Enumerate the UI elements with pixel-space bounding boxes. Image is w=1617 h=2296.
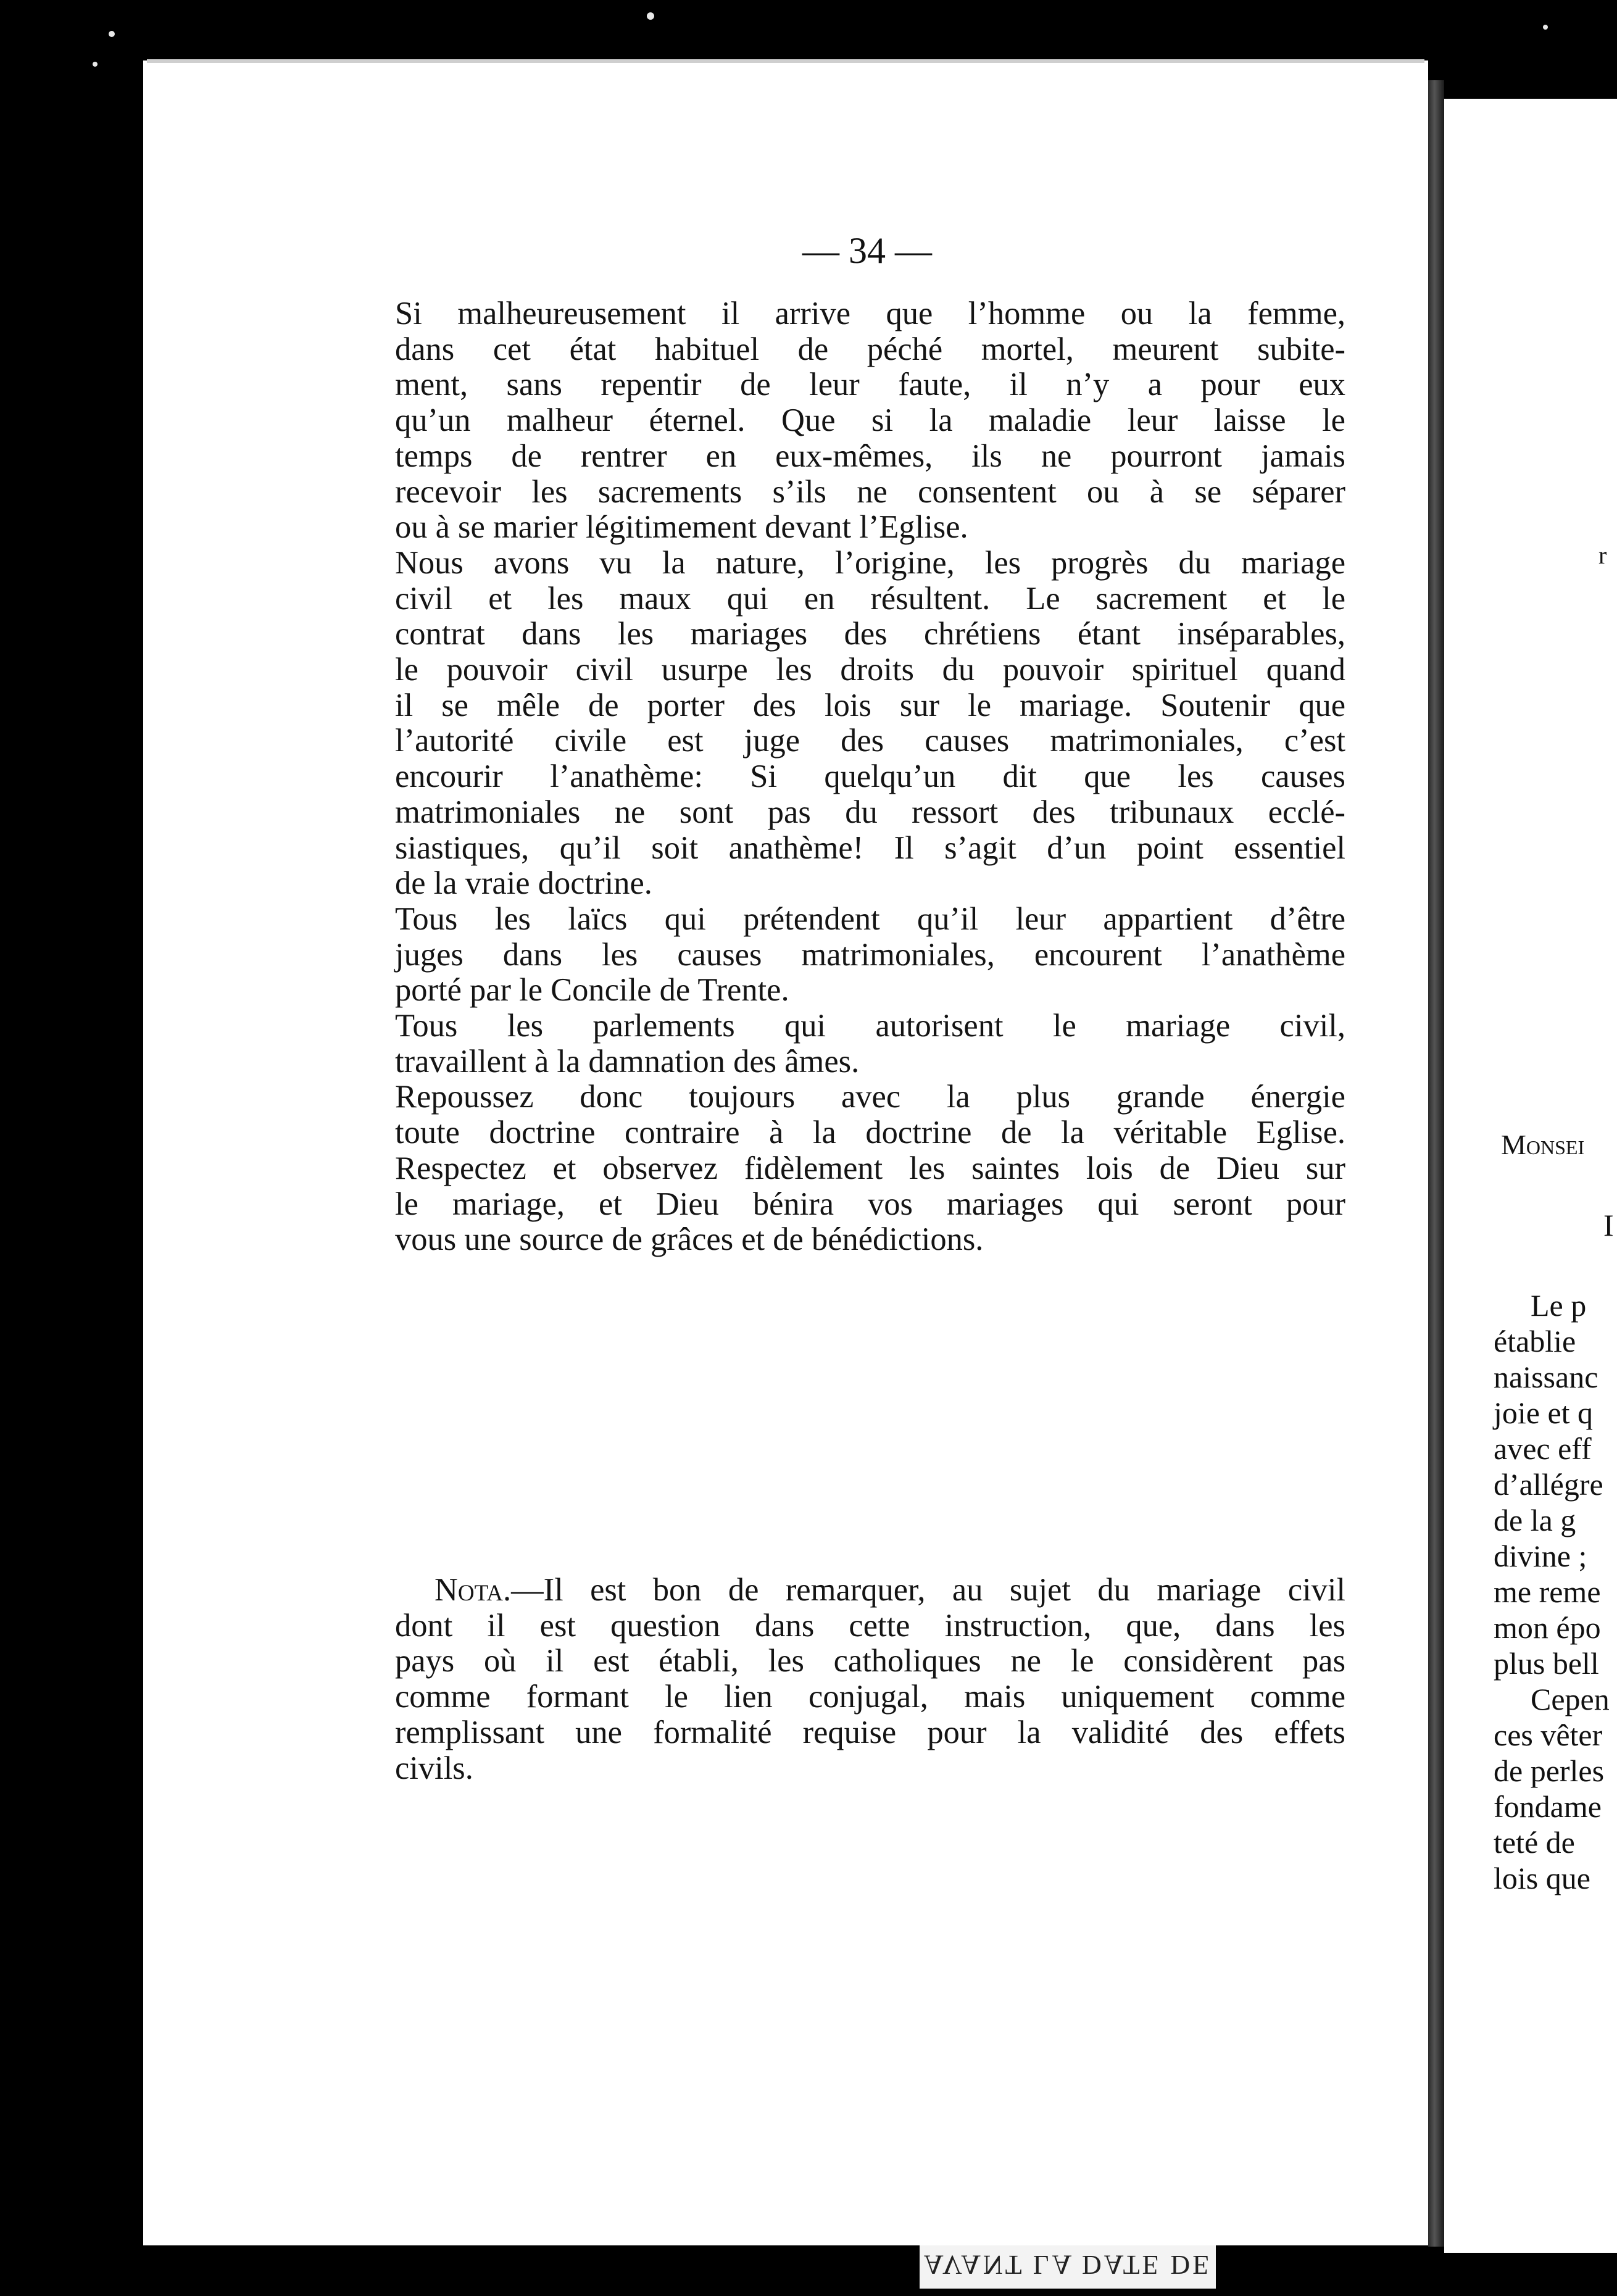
text-line: travaillent à la damnation des âmes.: [395, 1043, 860, 1079]
left-page-top-edge: [147, 59, 1424, 63]
right-page-line: avec eff: [1494, 1431, 1592, 1466]
text-line: de la vraie doctrine.: [395, 865, 652, 902]
text-line: Tous les laïcs qui prétendent qu’il leur appartient d’être: [395, 901, 1345, 937]
text-line: siastiques, qu’il soit anathème! Il s’agit d’un point essentiel: [395, 830, 1345, 866]
text-line: le pouvoir civil usurpe les droits du pouvoir spirituel quand: [395, 652, 1345, 688]
text-line: temps de rentrer en eux-mêmes, ils ne pourront jamais: [395, 438, 1345, 474]
text-line: ment, sans repentir de leur faute, il n’y a pour eux: [395, 367, 1345, 403]
right-page-line: ces vêter: [1494, 1718, 1603, 1752]
right-page-line: joie et q: [1494, 1395, 1594, 1430]
right-page: [1444, 99, 1617, 2253]
text-line: Respectez et observez fidèlement les saintes lois de Dieu sur: [395, 1150, 1345, 1186]
text-line: le mariage, et Dieu bénira vos mariages qui seront pour: [395, 1186, 1345, 1222]
scan-speck: [109, 31, 115, 37]
text-line: civil et les maux qui en résultent. Le sacrement et le: [395, 580, 1345, 617]
book-gutter: [1428, 80, 1444, 2247]
right-page-line: naissanc: [1494, 1360, 1598, 1394]
nota-label: Nota.: [434, 1572, 512, 1608]
right-page-line: Le p: [1531, 1288, 1587, 1323]
text-line: porté par le Concile de Trente.: [395, 972, 789, 1009]
text-line: contrat dans les mariages des chrétiens étant inséparables,: [395, 616, 1345, 652]
text-line: dans cet état habituel de péché mortel, meurent subite-: [395, 331, 1345, 367]
right-page-line: divine ;: [1494, 1539, 1587, 1573]
text-line: recevoir les sacrements s’ils ne consentent ou à se séparer: [395, 473, 1345, 510]
scan-speck: [1543, 25, 1548, 30]
nota-line: remplissant une formalité requise pour la validité des effets: [395, 1714, 1345, 1750]
right-page-line: Monsei: [1501, 1129, 1585, 1160]
text-line: juges dans les causes matrimoniales, encourent l’anathème: [395, 936, 1345, 973]
nota-line: comme formant le lien conjugal, mais uniquement comme: [395, 1679, 1345, 1715]
main-text: [395, 296, 1345, 1258]
scan-speck: [93, 62, 98, 67]
text-line: l’autorité civile est juge des causes matrimoniales, c’est: [395, 723, 1345, 759]
right-page-line: r: [1598, 541, 1607, 569]
text-line: il se mêle de porter des lois sur le mariage. Soutenir que: [395, 687, 1345, 723]
scan-speck: [647, 12, 654, 20]
right-page-line: teté de: [1494, 1825, 1575, 1860]
text-line: qu’un malheur éternel. Que si la maladie leur laisse le: [395, 402, 1345, 439]
right-page-line: d’allégre: [1494, 1467, 1603, 1502]
text-line: Repoussez donc toujours avec la plus grande énergie: [395, 1079, 1345, 1115]
right-page-line: me reme: [1494, 1574, 1601, 1609]
right-page-line: lois que: [1494, 1861, 1590, 1895]
nota-line: dont il est question dans cette instruction, que, dans les: [395, 1607, 1345, 1644]
page-number: — 34 —: [802, 230, 932, 271]
right-page-line: mon épo: [1494, 1610, 1601, 1645]
nota-line: civils.: [395, 1750, 473, 1786]
right-page-line: Cepen: [1531, 1682, 1610, 1716]
text-line: ou à se marier légitimement devant l’Eglise.: [395, 509, 968, 546]
right-page-line: plus bell: [1494, 1646, 1599, 1681]
right-page-line: de la g: [1494, 1503, 1576, 1537]
nota-line: pays où il est établi, les catholiques ne le considèrent pas: [395, 1643, 1345, 1679]
text-line: Si malheureusement il arrive que l’homme ou la femme,: [395, 296, 1345, 331]
right-page-line: de perles: [1494, 1753, 1605, 1788]
text-line: toute doctrine contraire à la doctrine de la véritable Eglise.: [395, 1115, 1345, 1151]
right-page-line: fondame: [1494, 1789, 1602, 1824]
text-line: Nous avons vu la nature, l’origine, les progrès du mariage: [395, 544, 1345, 581]
text-line: Tous les parlements qui autorisent le mariage civil,: [395, 1008, 1345, 1044]
bottom-tab: [920, 2245, 1216, 2289]
right-page-line: I: [1603, 1208, 1614, 1242]
text-line: vous une source de grâces et de bénédictions.: [395, 1221, 984, 1258]
text-line: matrimoniales ne sont pas du ressort des tribunaux ecclé-: [395, 794, 1345, 830]
text-line: encourir l’anathème: Si quelqu’un dit que les causes: [395, 759, 1345, 795]
right-page-line: établie: [1494, 1324, 1576, 1358]
bottom-tab-text: AVANT LA DATE DE: [923, 2250, 1212, 2280]
nota-note: [395, 1573, 1345, 1786]
nota-line: Nota.—Il est bon de remarquer, au sujet du mariage civil: [434, 1572, 1345, 1608]
